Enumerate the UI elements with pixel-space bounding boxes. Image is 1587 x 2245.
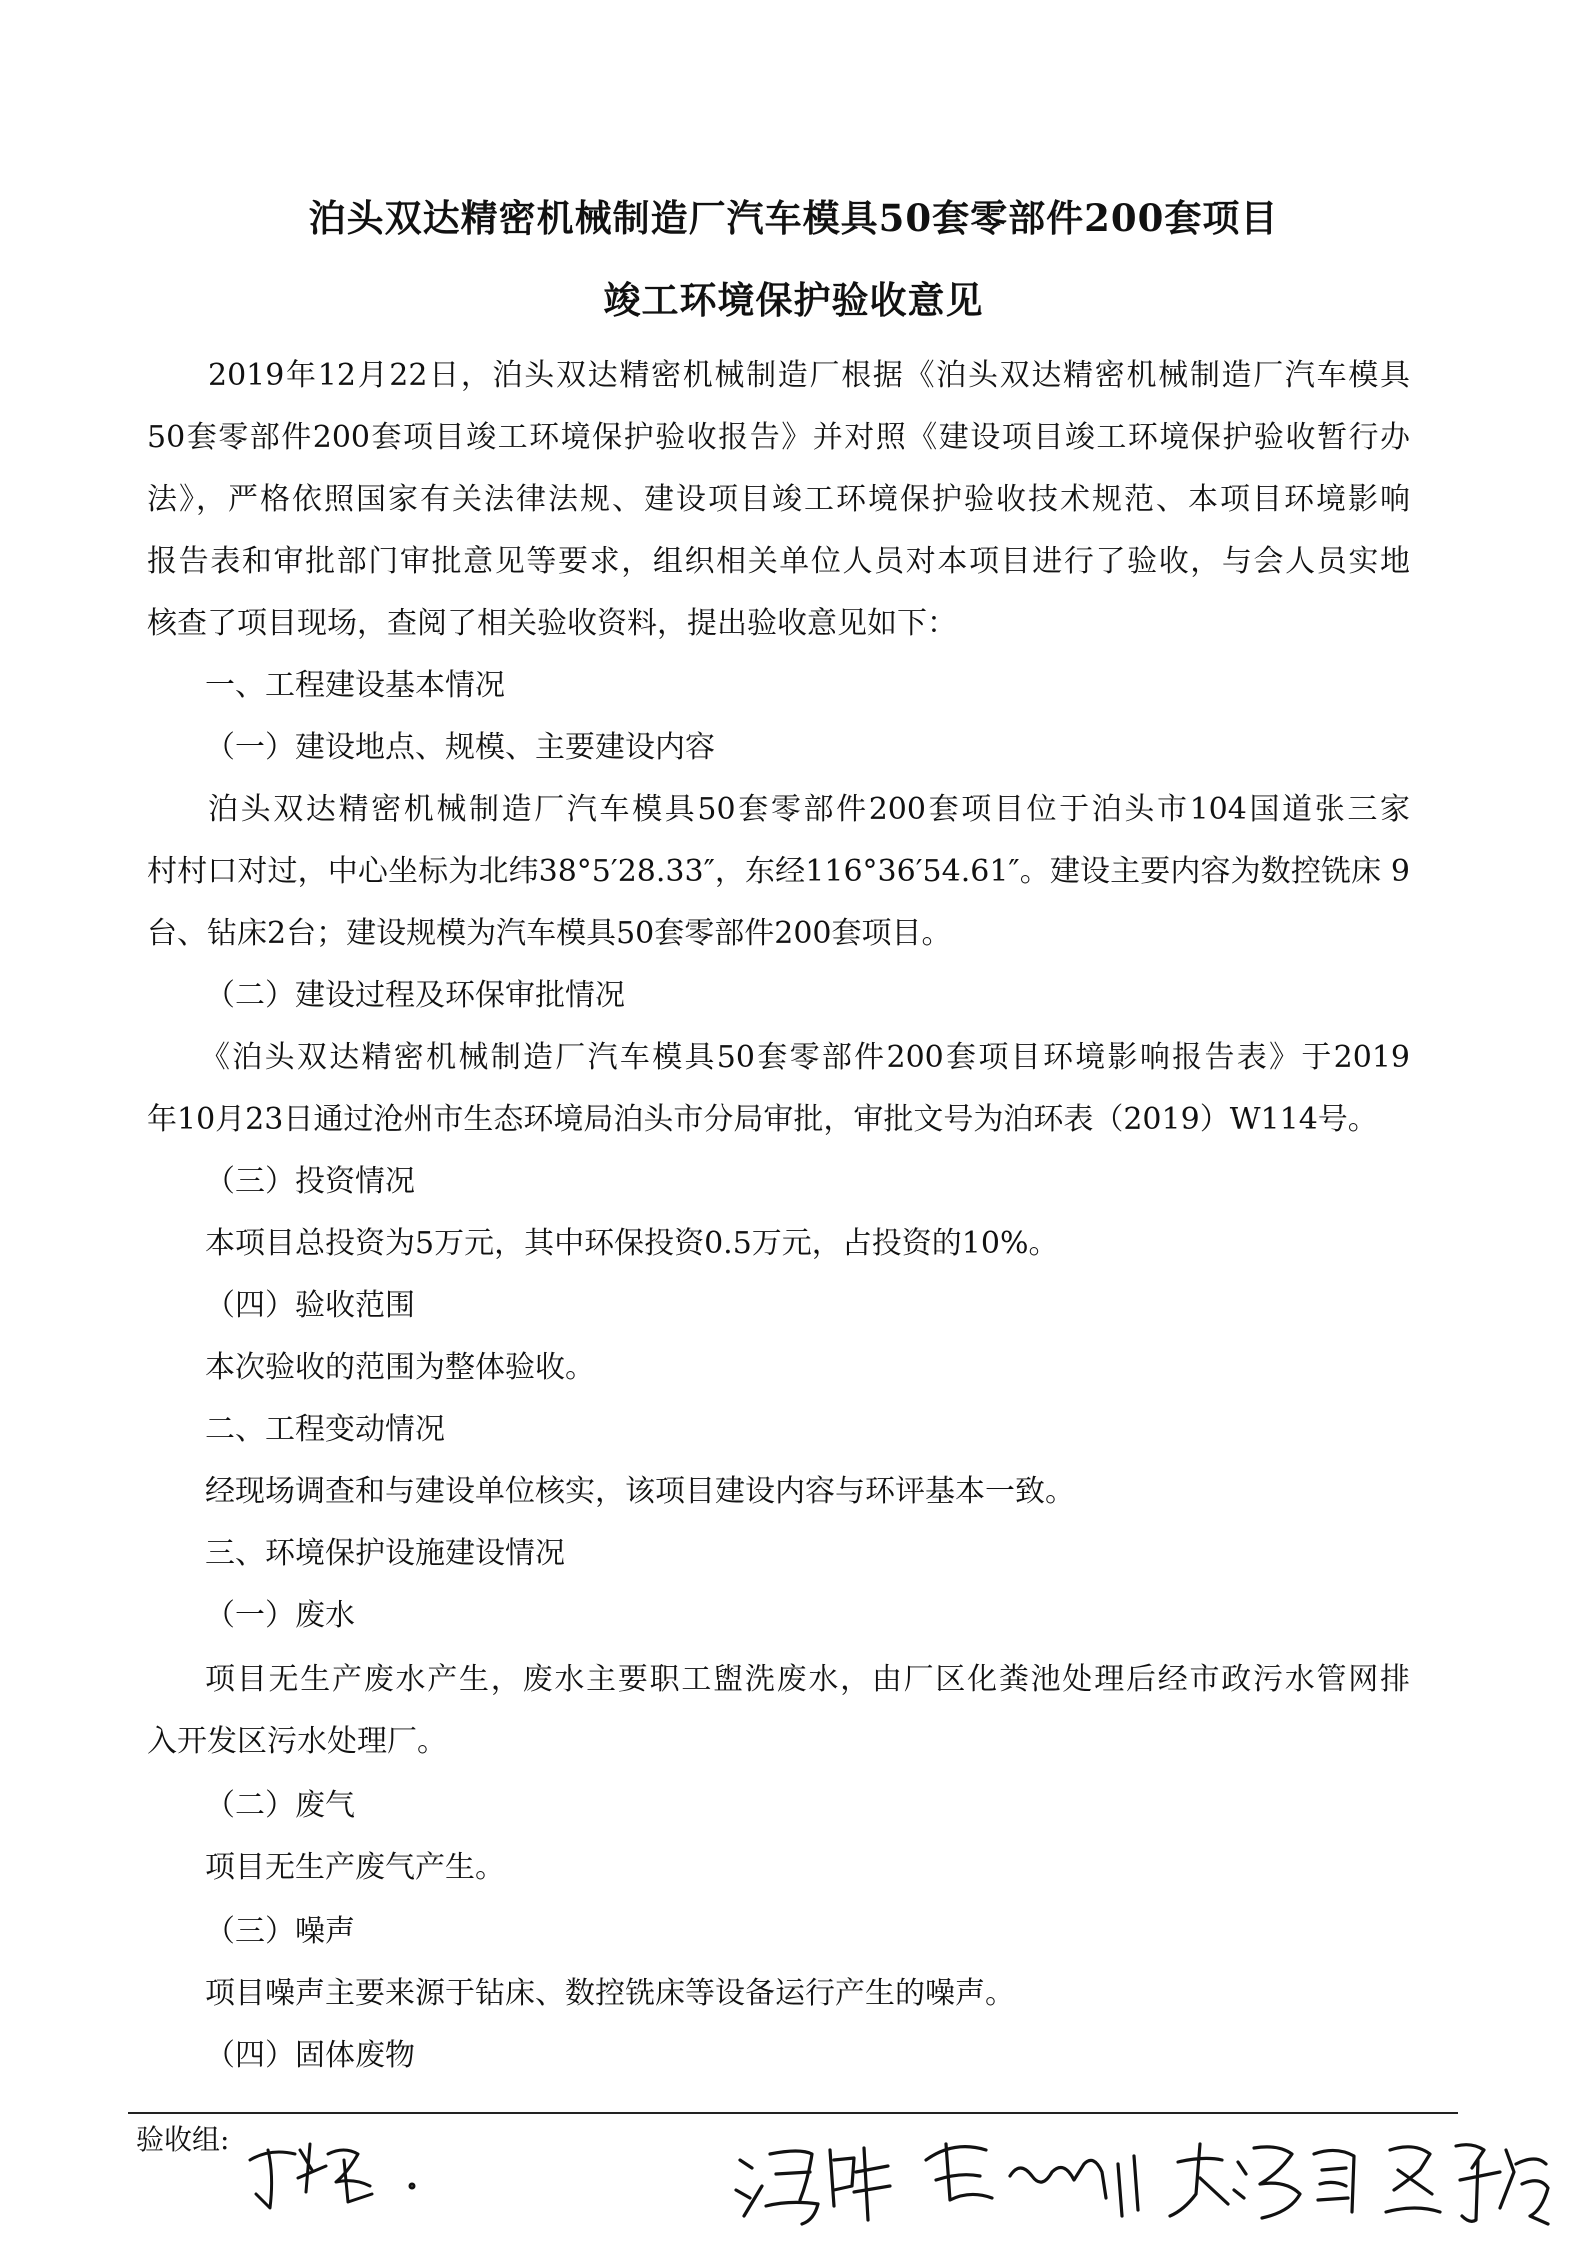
paragraph-line: 本项目总投资为5万元，其中环保投资0.5万元，占投资的10%。 [205, 1226, 1059, 1261]
footer-divider [128, 2112, 1458, 2114]
paragraph-line: 本次验收的范围为整体验收。 [205, 1350, 595, 1385]
paragraph-line: 项目无生产废气产生。 [205, 1850, 505, 1885]
acceptance-group-label: 验收组: [136, 2123, 230, 2156]
subsection-heading: （四）验收范围 [205, 1288, 415, 1323]
paragraph-line: 《泊头双达精密机械制造厂汽车模具50套零部件200套项目环境影响报告表》于2019 [200, 1040, 1410, 1075]
section-heading-2: 二、工程变动情况 [205, 1412, 445, 1447]
intro-line: 2019年12月22日，泊头双达精密机械制造厂根据《泊头双达精密机械制造厂汽车模具 [208, 358, 1410, 393]
intro-line: 核查了项目现场，查阅了相关验收资料，提出验收意见如下： [147, 606, 957, 641]
paragraph-line: 泊头双达精密机械制造厂汽车模具50套零部件200套项目位于泊头市104国道张三家 [208, 792, 1410, 827]
subsection-heading: （三）投资情况 [205, 1164, 415, 1199]
paragraph-line: 项目无生产废水产生，废水主要职工盥洗废水，由厂区化粪池处理后经市政污水管网排 [205, 1662, 1410, 1697]
section-heading-1: 一、工程建设基本情况 [205, 668, 505, 703]
intro-line: 50套零部件200套项目竣工环境保护验收报告》并对照《建设项目竣工环境保护验收暂行办 [147, 420, 1410, 455]
subsection-heading: （一）建设地点、规模、主要建设内容 [205, 730, 715, 765]
signature-1 [240, 2120, 440, 2220]
intro-line: 法》，严格依照国家有关法律法规、建设项目竣工环境保护验收技术规范、本项目环境影响 [147, 482, 1410, 517]
subsection-heading: （三）噪声 [205, 1914, 355, 1949]
section-heading-3: 三、环境保护设施建设情况 [205, 1536, 565, 1571]
paragraph-line: 项目噪声主要来源于钻床、数控铣床等设备运行产生的噪声。 [205, 1976, 1015, 2011]
subsection-heading: （四）固体废物 [205, 2038, 415, 2073]
intro-line: 报告表和审批部门审批意见等要求，组织相关单位人员对本项目进行了验收，与会人员实地 [147, 544, 1410, 579]
document-title-line2: 竣工环境保护验收意见 [603, 278, 984, 322]
subsection-heading: （二）废气 [205, 1788, 355, 1823]
document-title-line1: 泊头双达精密机械制造厂汽车模具50套零部件200套项目 [308, 196, 1279, 240]
paragraph-line: 台、钻床2台；建设规模为汽车模具50套零部件200套项目。 [147, 916, 952, 951]
paragraph-line: 村村口对过，中心坐标为北纬38°5′28.33″，东经116°36′54.61″。建设主要内容为数控铣床 9 [147, 854, 1410, 889]
subsection-heading: （二）建设过程及环保审批情况 [205, 978, 625, 1013]
paragraph-line: 入开发区污水处理厂。 [147, 1724, 447, 1759]
subsection-heading: （一）废水 [205, 1598, 355, 1633]
paragraph-line: 经现场调查和与建设单位核实，该项目建设内容与环评基本一致。 [205, 1474, 1075, 1509]
signatures-group [730, 2120, 1550, 2230]
paragraph-line: 年10月23日通过沧州市生态环境局泊头市分局审批，审批文号为泊环表（2019）W114号。 [147, 1102, 1378, 1137]
